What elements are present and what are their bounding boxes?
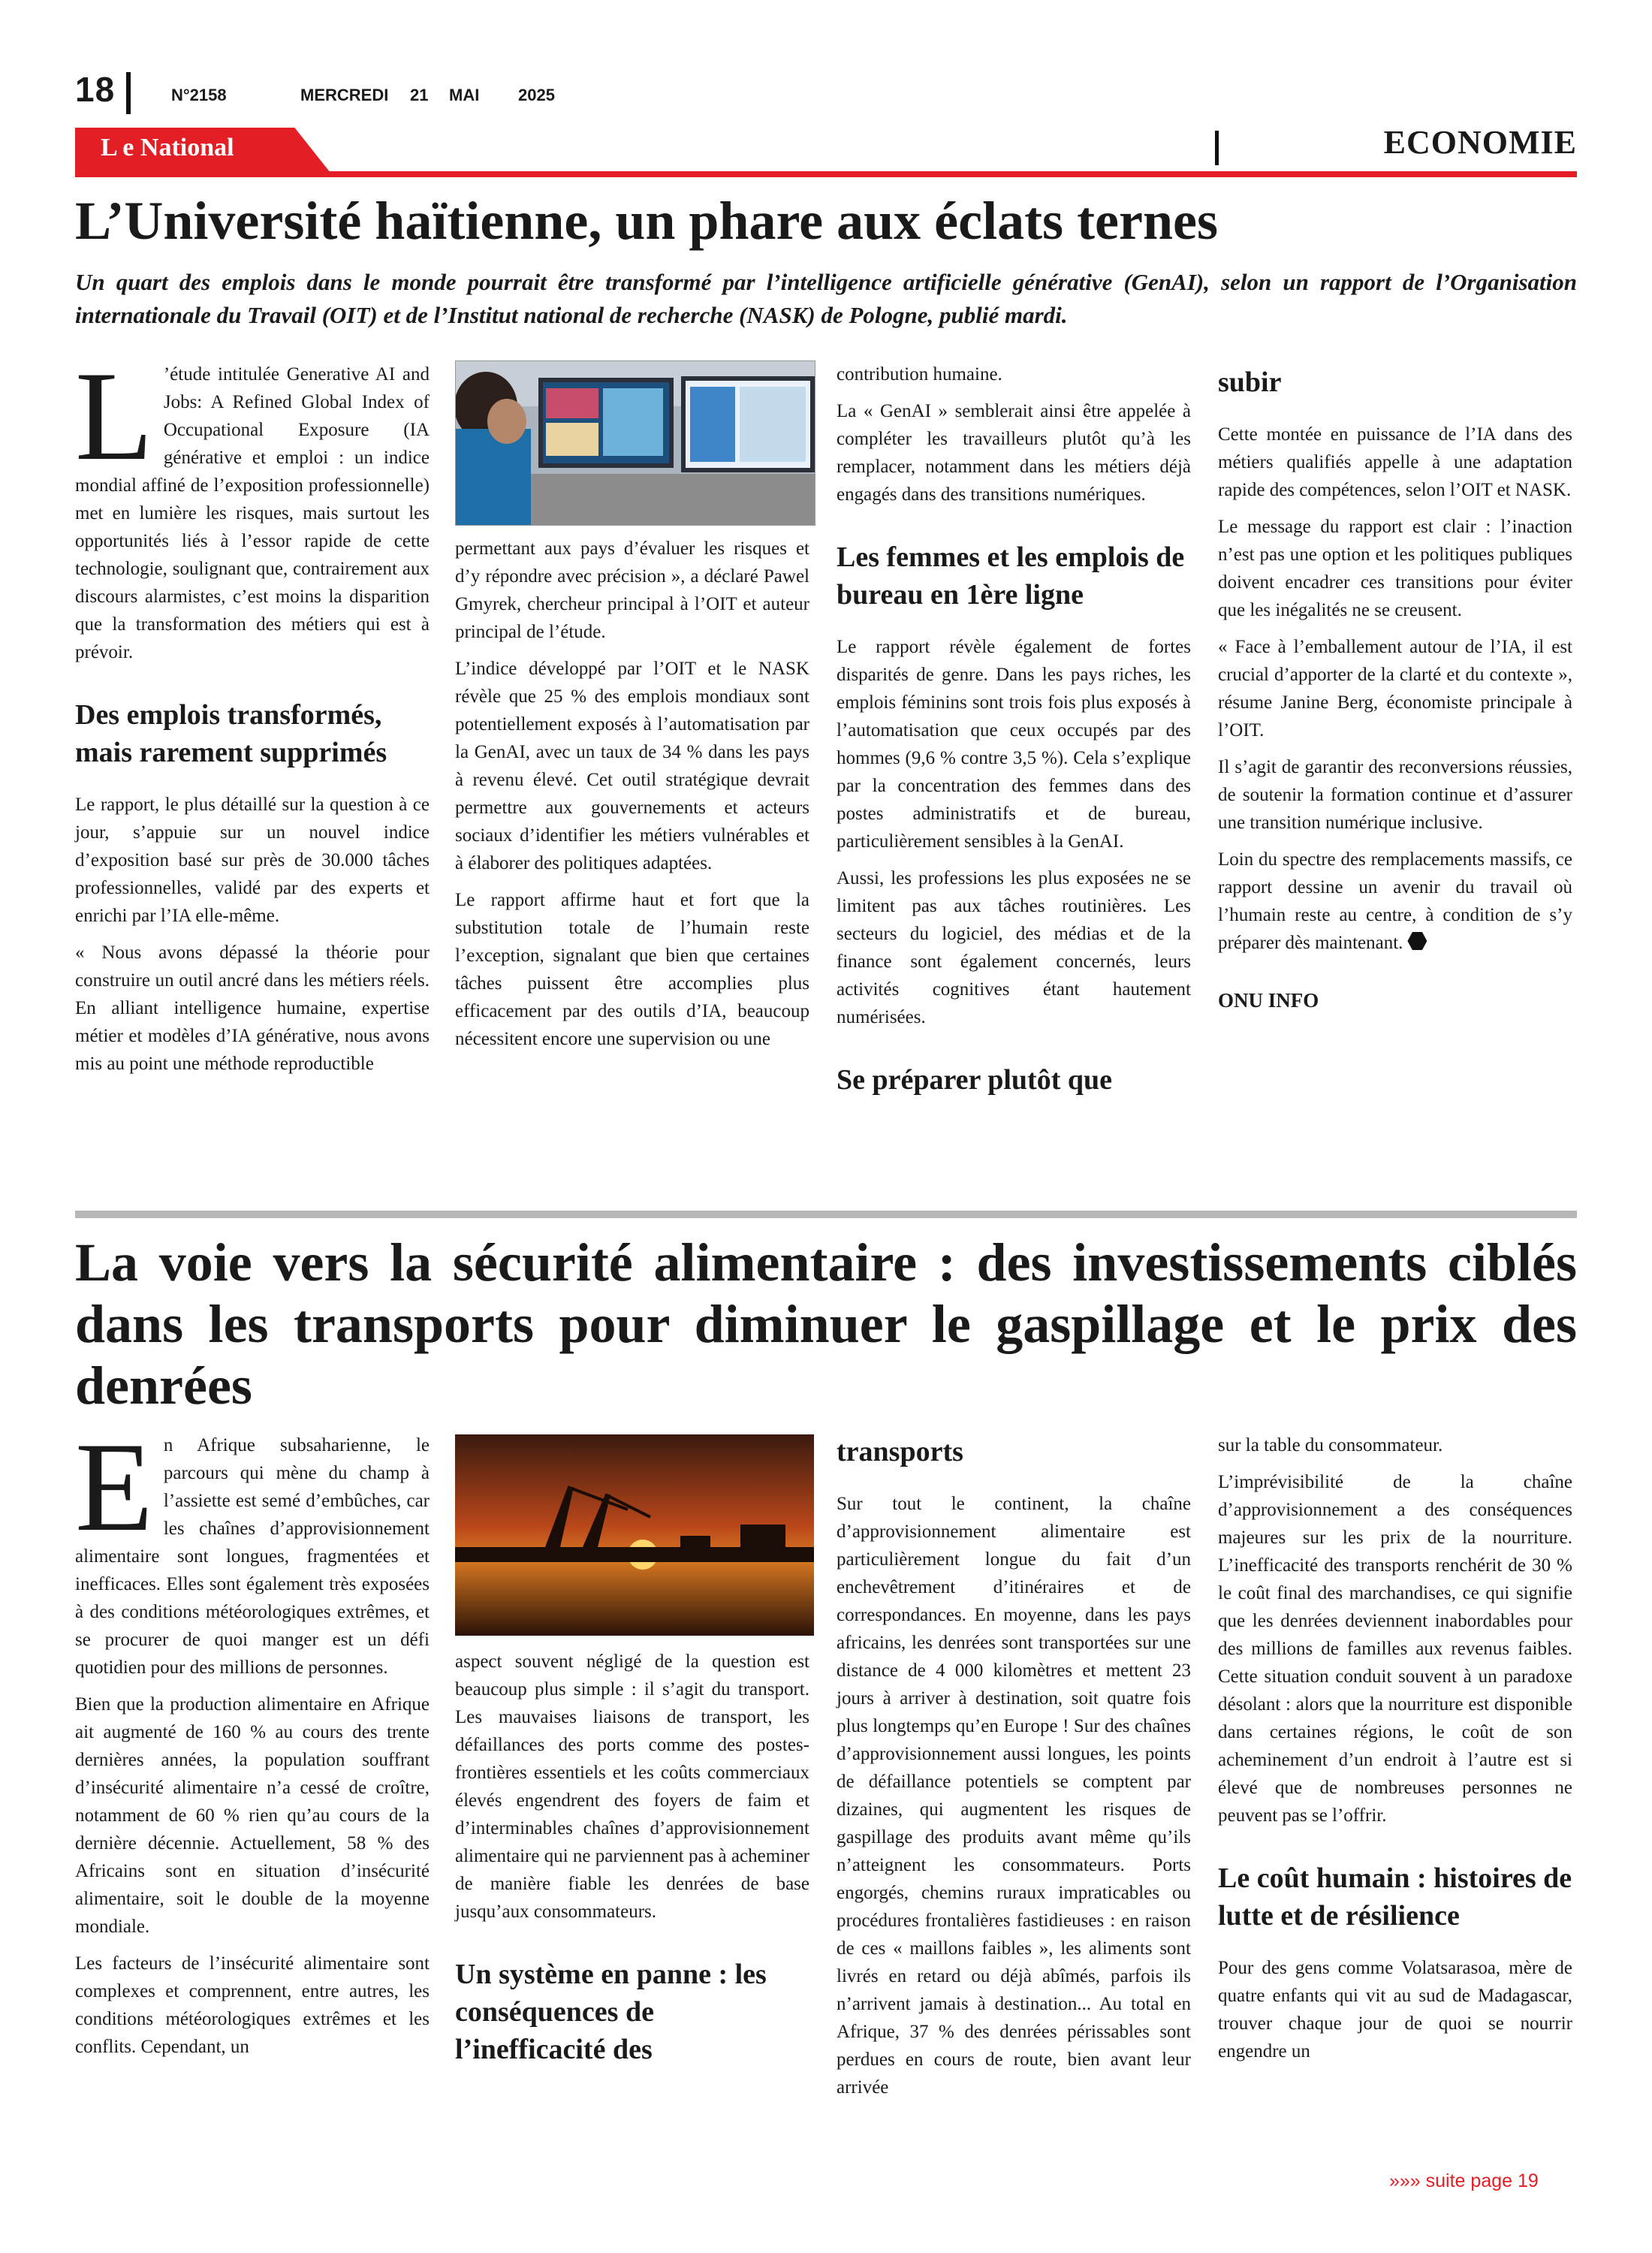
subheading: Se préparer plutôt que [837, 1064, 1112, 1096]
article2-column-4 [1218, 1431, 1572, 2074]
paragraph: ’étude intitulée Generative AI and Jobs: A Refined Global Index of Occupational Exposure (IA générative et emploi : un indice mondial affiné de l’exposition professionnelle) met en lumière les risques, mais surtout les opportunités liés à l’essor rapide de cette technologie, soulignant que, contrairement aux discours alarmistes, c’est moins la disparition que la transformation des métiers qui est à prévoir. [75, 364, 430, 662]
end-of-article-icon [1407, 932, 1427, 950]
paragraph: L’imprévisibilité de la chaîne d’approvisionnement a des conséquences majeures sur les prix de la nourriture. L’inefficacité des transports renchérit de 30 % le coût final des marchandises, ce qui signifie que les denrées deviennent inabordables pour des millions de familles aux revenus faibles. Cette situation conduit souvent à un paradoxe désolant : alors que la nourriture est disponible dans certaines régions, le coût de son acheminement d’un endroit à l’autre est si élevé que de nombreuses personnes ne peuvent pas se l’offrir. [1218, 1472, 1572, 1826]
date-day: 21 [410, 86, 429, 104]
paragraph: Le rapport révèle également de fortes disparités de genre. Dans les pays riches, les emplois féminins sont trois fois plus exposés à l’automatisation que ceux occupés par des hommes (9,6 % contre 3,5 %). Cela s’explique par la concentration des femmes dans des postes administratifs et de bureau, particulièrement sensibles à la GenAI. [837, 637, 1191, 852]
paragraph: Aussi, les professions les plus exposées ne se limitent pas aux tâches routinières. Les secteurs du logiciel, des médias et de la finance sont également concernés, leurs activités cognitives étant hautement numérisées. [837, 868, 1191, 1027]
paragraph: permettant aux pays d’évaluer les risques et d’y répondre avec précision », a déclaré Pawel Gmyrek, chercheur principal à l’OIT et auteur principal de l’étude. [455, 538, 809, 642]
section-divider [1215, 131, 1219, 165]
paragraph: n Afrique subsaharienne, le parcours qui mène du champ à l’assiette est semé d’embûches, car les chaînes d’approvisionnement alimentaire sont longues, fragmentées et inefficaces. Elles sont également très exposées à des conditions météorologiques extrêmes, et se procurer de quoi manger est un défi quotidien pour des millions de personnes. [75, 1435, 430, 1678]
subheading: Le coût humain : histoires de lutte et de résilience [1218, 1862, 1572, 1932]
photo-port-sunset [455, 1434, 814, 1636]
article2-title: La voie vers la sécurité alimentaire : des investissements ciblés dans les transports pour diminuer le gaspillage et le prix des denrées [75, 1232, 1577, 1416]
article1-column-3 [837, 360, 1191, 1118]
header-rule [75, 171, 1577, 177]
paragraph: aspect souvent négligé de la question est beaucoup plus simple : il s’agit du transport. Les mauvaises liaisons de transport, les défaillances des ports comme des postes-frontières essentiels et les coûts commerciaux élevés engendrent des foyers de faim et d’interminables chaînes d’approvisionnement alimentaire qui ne parviennent pas à acheminer de manière fiable les denrées de base jusqu’aux consommateurs. [455, 1651, 810, 1922]
photo-trader-screens [455, 360, 815, 526]
dropcap: L [75, 345, 153, 487]
paragraph: « Face à l’emballement autour de l’IA, il est crucial d’apporter de la clarté et du contexte », résume Janine Berg, économiste principale à l’OIT. [1218, 637, 1572, 740]
paragraph: Le rapport affirme haut et fort que la substitution totale de l’humain reste l’exception, signalant que bien que certaines tâches puissent être accomplies plus efficacement par des outils d’IA, beaucoup nécessitent encore une supervision ou une [455, 890, 809, 1049]
paragraph: La « GenAI » semblerait ainsi être appelée à compléter les travailleurs plutôt qu’à les remplacer, notamment dans les métiers déjà engagés dans des transitions numériques. [837, 401, 1191, 505]
subheading: Les femmes et les emplois de bureau en 1ère ligne [837, 541, 1185, 611]
article2-column-3 [837, 1433, 1191, 2110]
article1-column-4 [1218, 363, 1572, 1015]
date-month: MAI [449, 86, 480, 104]
page-number-divider [126, 72, 131, 114]
dropcap: E [75, 1416, 153, 1558]
article2-column-2 [455, 1648, 809, 2088]
issue-number: N°2158 [171, 86, 227, 104]
article1-lead: Un quart des emplois dans le monde pourrait être transformé par l’intelligence artificielle générative (GenAI), selon un rapport de l’Organisation internationale du Travail (OIT) et de l’Institut national de recherche (NASK) de Pologne, publié mardi. [75, 269, 1577, 328]
date-year: 2025 [518, 86, 555, 104]
paragraph: L’indice développé par l’OIT et le NASK révèle que 25 % des emplois mondiaux sont potentiellement exposés à l’automatisation par la GenAI, avec un taux de 34 % dans les pays à revenu élevé. Cet outil stratégique devrait permettre aux gouvernements et acteurs sociaux d’identifier les métiers vulnérables et à élaborer des politiques adaptées. [455, 659, 809, 873]
article1-title: L’Université haïtienne, un phare aux éclats ternes [75, 191, 1218, 251]
paragraph: « Nous avons dépassé la théorie pour construire un outil ancré dans les métiers réels. En alliant intelligence humaine, expertise métier et modèles d’IA générative, nous avons mis au point une méthode reproductible [75, 943, 430, 1074]
paragraph: Le rapport, le plus détaillé sur la question à ce jour, s’appuie sur un nouvel indice d’exposition basé sur près de 30.000 tâches professionnelles, validé par des experts et enrichi par l’IA elle-même. [75, 795, 430, 926]
paragraph: Pour des gens comme Volatsarasoa, mère de quatre enfants qui vit au sud de Madagascar, trouver chaque jour de quoi se nourrir engendre un [1218, 1958, 1572, 2061]
paragraph: Le message du rapport est clair : l’inaction n’est pas une option et les politiques publiques doivent encadrer ces transitions pour éviter que les inégalités ne se creusent. [1218, 517, 1572, 620]
paragraph: contribution humaine. [837, 364, 1002, 385]
article1-column-2 [455, 535, 809, 1062]
subheading: Un système en panne : les conséquences de l’inefficacité des [455, 1959, 767, 2065]
paragraph: Il s’agit de garantir des reconversions réussies, de soutenir la formation continue et d’assurer une transition numérique inclusive. [1218, 757, 1572, 833]
paragraph: sur la table du consommateur. [1218, 1435, 1443, 1455]
article-divider [75, 1211, 1577, 1218]
paragraph: Les facteurs de l’insécurité alimentaire sont complexes et comprennent, entre autres, les conditions météorologiques extrêmes et les conflits. Cependant, un [75, 1953, 430, 2057]
subheading: transports [837, 1436, 963, 1467]
paragraph: Sur tout le continent, la chaîne d’approvisionnement alimentaire est particulièrement longue du fait d’un enchevêtrement d’itinéraires et de correspondances. En moyenne, dans les pays africains, les denrées sont transportées sur une distance de 4 000 kilomètres et mettent 23 jours à arriver à destination, soit quatre fois plus longtemps qu’en Europe ! Sur des chaînes d’approvisionnement aussi longues, les points de défaillance potentiels se comptent par dizaines, qui augmentent les risques de gaspillage des produits avant même qu’ils n’atteignent les consommateurs. Ports engorgés, chemins ruraux impraticables ou procédures frontalières fastidieuses : en raison de ces « maillons faibles », les aliments sont livrés en retard ou déjà abîmés, parfois ils n’arrivent jamais à destination... Au total en Afrique, 37 % des denrées périssables sont perdues en cours de route, bien avant leur arrivée [837, 1494, 1191, 2098]
page-number: 18 [75, 70, 116, 109]
paragraph: Loin du spectre des remplacements massifs, ce rapport dessine un avenir du travail où l’humain reste au centre, à condition de s’y préparer dès maintenant. [1218, 849, 1572, 953]
section-title: ECONOMIE [1383, 124, 1577, 161]
date-weekday: MERCREDI [300, 86, 389, 104]
article-signature: ONU INFO [1218, 989, 1319, 1012]
article1-column-1 [75, 345, 430, 1087]
paragraph: Cette montée en puissance de l’IA dans des métiers qualifiés appelle à une adaptation rapide des compétences, selon l’OIT et NASK. [1218, 424, 1572, 500]
continuation-link[interactable]: »»» suite page 19 [1389, 2170, 1539, 2191]
subheading: subir [1218, 366, 1282, 398]
brand-logo: L e National [101, 134, 234, 161]
paragraph: Bien que la production alimentaire en Afrique ait augmenté de 160 % au cours des trente dernières années, la population souffrant d’insécurité alimentaire n’a cessé de croître, notamment de 60 % rien qu’au cours de la dernière décennie. Actuellement, 58 % des Africains sont en situation d’insécurité alimentaire, soit le double de la moyenne mondiale. [75, 1694, 430, 1937]
article2-column-1 [75, 1416, 430, 2070]
subheading: Des emplois transformés, mais rarement supprimés [75, 699, 387, 768]
